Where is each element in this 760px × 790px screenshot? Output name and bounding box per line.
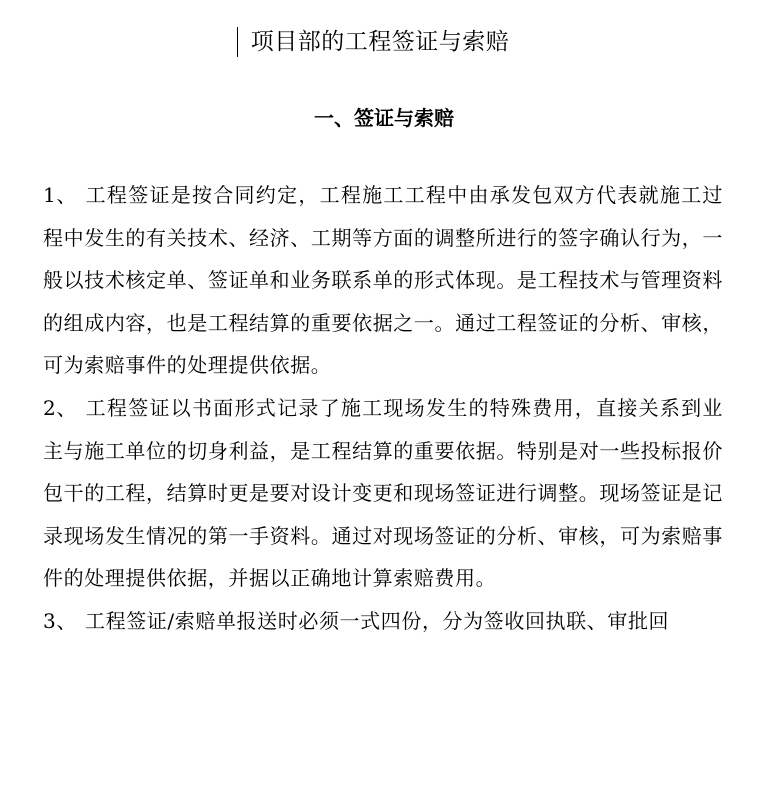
paragraph-text: 工程签证是按合同约定，工程施工工程中由承发包双方代表就施工过程中发生的有关技术、经济、工期等方面的调整所进行的签字确认行为，一般以技术核定单、签证单和业务联系单的形式体现。是工程技术与管理资料的组成内容，也是工程结算的重要依据之一。通过工程签证的分析、审核，可为索赔事件的处理提供依据。 [43,183,723,378]
paragraph-1 [43,174,723,387]
paragraph-text: 工程签证/索赔单报送时必须一式四份，分为签收回执联、审批回 [85,608,670,633]
paragraph-text: 工程签证以书面形式记录了施工现场发生的特殊费用，直接关系到业主与施工单位的切身利益，是工程结算的重要依据。特别是对一些投标报价包干的工程，结算时更是要对设计变更和现场签证进行调整。现场签证是记录现场发生情况的第一手资料。通过对现场签证的分析、审核，可为索赔事件的处理提供依据，并据以正确地计算索赔费用。 [43,395,723,591]
paragraph-3 [43,600,723,643]
paragraph-2 [43,387,723,600]
body-text [43,174,723,643]
paragraph-number: 2、 [43,395,77,420]
document-title: 项目部的工程签证与索赔 [250,29,510,55]
section-heading: 一、签证与索赔 [314,106,454,130]
paragraph-number: 1、 [43,183,77,207]
paragraph-number: 3、 [43,608,77,633]
